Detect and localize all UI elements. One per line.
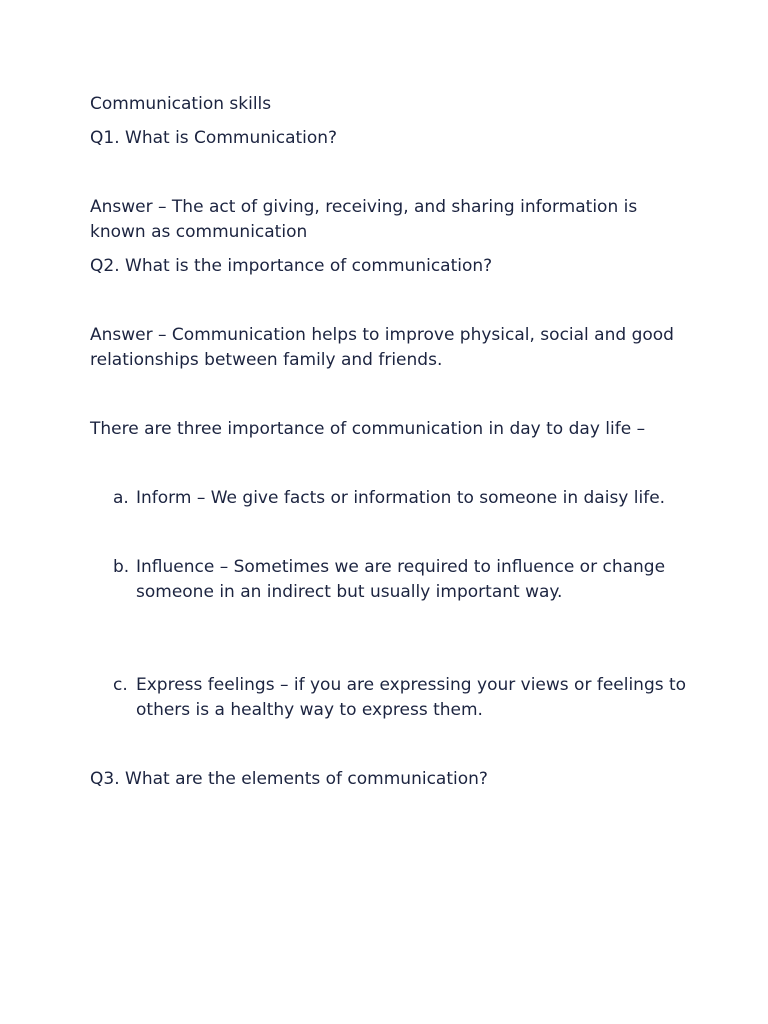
question-1: Q1. What is Communication? — [90, 128, 338, 148]
list-item — [90, 673, 690, 723]
list-marker: b. — [113, 557, 130, 577]
list-item — [90, 555, 690, 605]
list-item — [90, 486, 690, 511]
document-page — [90, 92, 690, 792]
importance-list — [90, 486, 690, 723]
importance-intro: There are three importance of communication in day to day life – — [90, 419, 646, 439]
question-2: Q2. What is the importance of communication? — [90, 256, 493, 276]
document-title: Communication skills — [90, 94, 272, 114]
question-3: Q3. What are the elements of communication? — [90, 769, 488, 789]
list-item-text: Inform – We give facts or information to someone in daisy life. — [136, 488, 666, 508]
answer-2: Answer – Communication helps to improve physical, social and good relationships between family and friends. — [90, 325, 674, 370]
answer-1: Answer – The act of giving, receiving, and sharing information is known as communication — [90, 197, 638, 242]
list-item-text: Influence – Sometimes we are required to influence or change someone in an indirect but usually important way. — [136, 557, 666, 602]
list-item-text: Express feelings – if you are expressing your views or feelings to others is a healthy way to express them. — [136, 675, 687, 720]
list-marker: c. — [113, 675, 128, 695]
list-marker: a. — [113, 488, 129, 508]
